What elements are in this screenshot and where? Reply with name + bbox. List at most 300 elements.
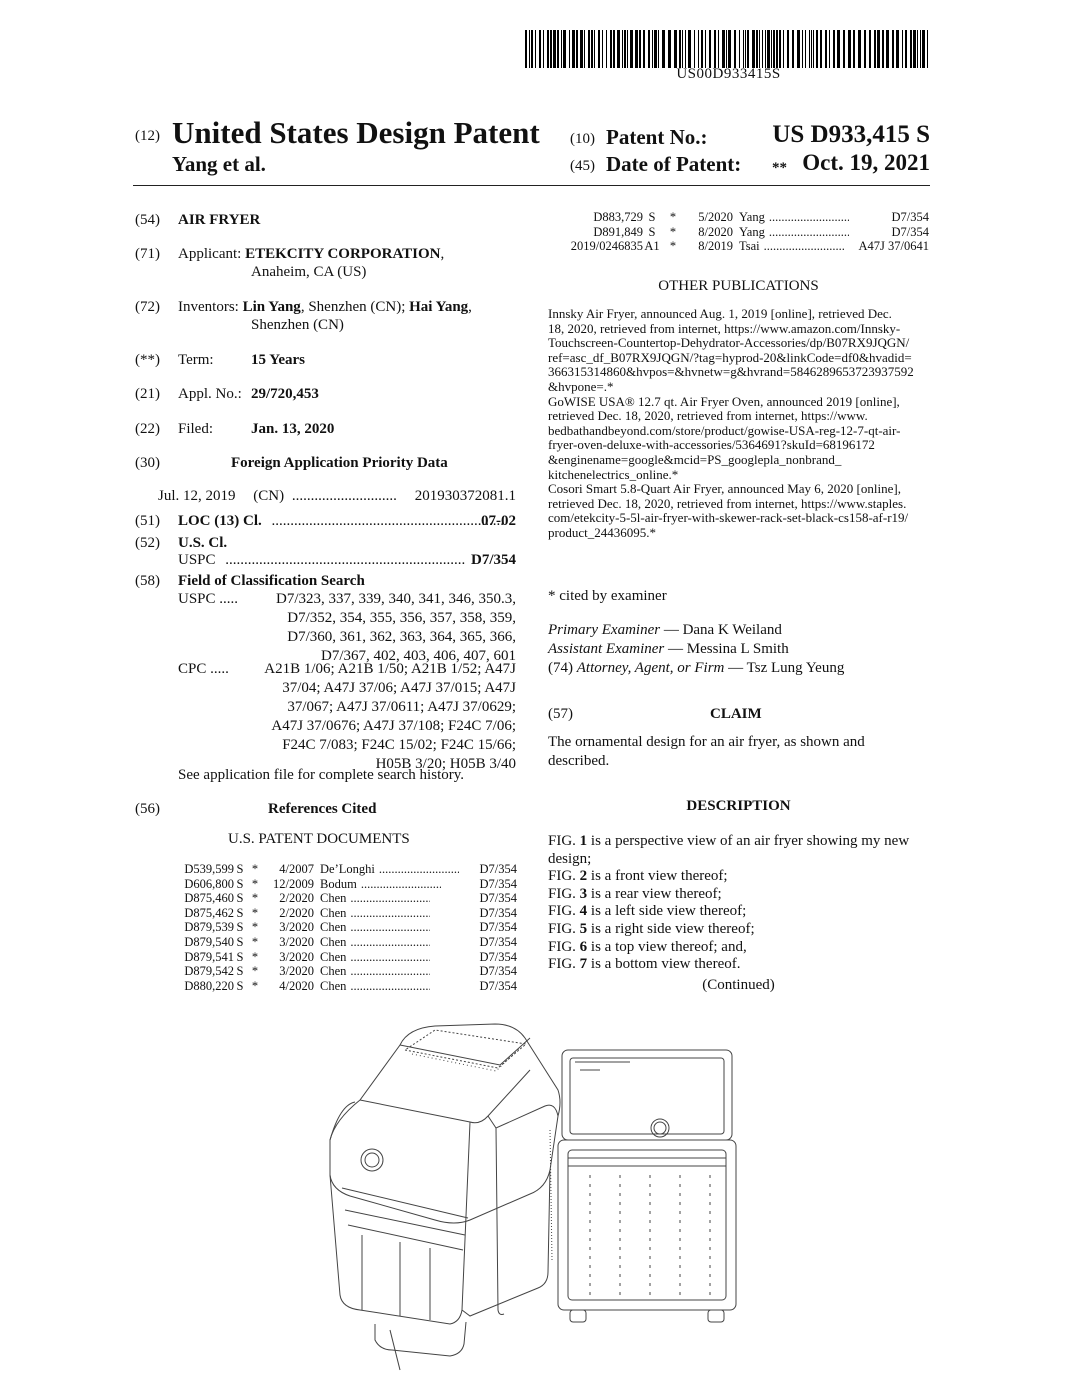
figure-description: is a front view thereof; [587, 868, 728, 885]
uspc-label: USPC [178, 591, 216, 607]
references-num: (56) [135, 801, 160, 817]
barcode-bar [917, 30, 918, 68]
ref-date: 8/2020 [698, 224, 733, 239]
figure-prefix: FIG. [548, 956, 580, 973]
barcode-bar [905, 30, 907, 68]
other-publications-heading: OTHER PUBLICATIONS [658, 278, 819, 294]
figure-prefix: FIG. [548, 903, 580, 920]
barcode-bar [771, 30, 772, 68]
inventors-line: Inventors: Lin Yang, Shenzhen (CN); Hai Yang, [178, 299, 472, 315]
barcode-bar [773, 30, 775, 68]
leader-dots [350, 906, 430, 921]
ref-name: Chen [320, 949, 347, 964]
leader-dots [764, 239, 844, 254]
reference-row [553, 239, 929, 254]
figure-prefix: FIG. [548, 885, 580, 902]
leader-dots [350, 935, 430, 950]
barcode-bar [643, 30, 645, 68]
claim-num: (57) [548, 706, 573, 722]
ref-star: * [251, 964, 259, 979]
barcode-bar [701, 30, 703, 68]
applicant-name: ETEKCITY CORPORATION [245, 246, 441, 262]
publication-line: 18, 2020, retrieved from internet, https://www.amazon.com/Innsky- [548, 321, 901, 336]
ref-date: 3/2020 [279, 920, 314, 935]
primary-examiner-line [548, 621, 782, 640]
barcode-bar [682, 30, 683, 68]
figure-number: 2 [579, 868, 588, 885]
cpc-label: CPC [178, 661, 207, 677]
figure-description: is a top view thereof; and, [587, 938, 747, 955]
ref-number: D879,540 [184, 934, 234, 949]
figure-prefix: FIG. [548, 868, 580, 885]
date-of-patent: Oct. 19, 2021 [802, 150, 930, 175]
figure-item [548, 832, 929, 850]
barcode-bar [685, 30, 686, 68]
barcode-bar [825, 30, 827, 68]
priority-heading: Foreign Application Priority Data [231, 455, 448, 471]
publication-line: 366315314860&hvpos=&hvnetw=g&hvrand=5846289653723937592 [548, 365, 914, 380]
barcode-bar [679, 30, 681, 68]
ref-name: De’Longhi [320, 862, 375, 876]
figure-description: design; [548, 850, 592, 867]
priority-row [158, 487, 516, 506]
priority-num: (30) [135, 455, 160, 471]
ref-class: D7/354 [479, 920, 517, 935]
barcode-bar [557, 30, 559, 68]
publication-line: com/etekcity-5-5l-air-fryer-with-skewer-rack-set-black-cs158-af-r19/ [548, 511, 909, 526]
publication-line: Cosori Smart 5.8-Quart Air Fryer, announced May 6, 2020 [online], [548, 482, 901, 497]
ref-class: D7/354 [479, 949, 517, 964]
barcode-bar [709, 30, 711, 68]
ref-name-cell [733, 225, 849, 240]
cpc-line: H05B 3/20; H05B 3/40 [375, 756, 516, 772]
ref-star: * [251, 920, 259, 935]
title-num: (54) [135, 212, 160, 228]
barcode-bar [802, 30, 803, 68]
barcode-bar [776, 30, 778, 68]
attorney-label: Attorney, Agent, or Firm [576, 660, 725, 676]
uspc-label-line: USPC ..... [178, 591, 239, 607]
references-table-continued [553, 210, 929, 254]
figure-prefix: FIG. [548, 833, 580, 849]
barcode-bar [853, 30, 855, 68]
ref-name-cell [314, 964, 471, 979]
ref-star: * [251, 862, 259, 876]
ref-date: 2/2020 [279, 891, 314, 906]
barcode-bar [525, 30, 527, 68]
doc-kind-title: United States Design Patent [172, 115, 540, 150]
figure-description: is a bottom view thereof. [587, 956, 741, 973]
uspc-line: D7/323, 337, 339, 340, 341, 346, 350.3, [276, 591, 516, 607]
barcode-bar [630, 30, 633, 68]
cpc-line: A21B 1/06; A21B 1/50; A21B 1/52; A47J [264, 661, 516, 677]
inventors-num: (72) [135, 299, 160, 315]
dash: — [728, 660, 744, 676]
primary-examiner: Dana K Weiland [682, 622, 782, 638]
ref-name: Chen [320, 920, 347, 935]
inventor-short: Yang et al. [172, 152, 266, 176]
ref-kind: S [236, 949, 244, 964]
publication-line: &enginename=google&mcid=PS_googlepla_nonbrand_ [548, 452, 842, 467]
barcode-bar [639, 30, 641, 68]
publications [548, 307, 929, 541]
barcode-bar [674, 30, 677, 68]
barcode-bar [610, 30, 612, 68]
ref-class: D7/354 [479, 934, 517, 949]
ref-number: D875,462 [184, 905, 234, 920]
publication-line: retrieved Dec. 18, 2020, retrieved from internet, https://www.staples. [548, 496, 907, 511]
reference-row [553, 225, 929, 240]
figure-number: 6 [579, 938, 588, 955]
figure-number: 1 [579, 833, 588, 849]
ref-name-cell [314, 935, 471, 950]
barcode-bar [598, 30, 600, 68]
filed-label: Filed: [178, 421, 214, 437]
figure-number: 5 [579, 920, 588, 937]
barcode-bar [864, 30, 866, 68]
ref-name-cell [314, 891, 471, 906]
figure-item [548, 920, 929, 938]
ref-name: Bodum [320, 876, 357, 891]
assistant-examiner-line [548, 640, 789, 659]
barcode-bar [584, 30, 585, 68]
appl-no-label: Appl. No.: [178, 386, 242, 402]
barcode-bar [767, 30, 770, 68]
leader-dots [350, 979, 430, 994]
claim-text [548, 733, 929, 771]
appl-no-num: (21) [135, 386, 160, 402]
us-cl-sub: USPC [178, 552, 216, 568]
barcode-bar [652, 30, 653, 68]
primary-examiner-label: Primary Examiner [548, 622, 661, 638]
publication [548, 395, 929, 483]
publication-line: ref=asc_df_B07RX9JQGN/?tag=hyprod-20&linkCode=df0&hvadid= [548, 350, 912, 365]
priority-number: 201930372081.1 [414, 488, 516, 504]
barcode-bar [922, 30, 925, 68]
barcode-bar [714, 30, 716, 68]
barcode-bar [547, 30, 549, 68]
filed-value: Jan. 13, 2020 [251, 421, 335, 437]
claim-heading: CLAIM [710, 706, 762, 722]
barcode-bar [722, 30, 725, 68]
assistant-examiner: Messina L Smith [686, 641, 789, 657]
invention-title: AIR FRYER [178, 212, 261, 228]
barcode-bar [553, 30, 556, 68]
cpc-line: A47J 37/0676; A47J 37/108; F24C 7/06; [271, 718, 516, 734]
field-search-num: (58) [135, 573, 160, 589]
term-value: 15 Years [251, 352, 306, 368]
patent-number: US D933,415 S [772, 121, 930, 148]
barcode-bar [543, 30, 544, 68]
barcode-bar [531, 30, 533, 68]
ref-date: 12/2009 [273, 876, 314, 891]
ref-date: 8/2019 [698, 239, 733, 254]
barcode-bar [694, 30, 695, 68]
publication-line: &hvpone=.* [548, 379, 614, 394]
fryer-front-view [558, 1050, 736, 1322]
ref-star: * [669, 210, 677, 224]
barcode-bar [594, 30, 595, 68]
ref-number: D891,849 [593, 224, 643, 239]
appl-no-value: 29/720,453 [251, 386, 319, 402]
ref-star: * [251, 949, 259, 964]
barcode-bar [805, 30, 806, 68]
leader-dots [379, 862, 459, 877]
barcode-bar [622, 30, 623, 68]
figure-description: is a perspective view of an air fryer showing my new [587, 833, 910, 849]
ref-kind: S [236, 891, 244, 906]
cpc-line: F24C 7/083; F24C 15/02; F24C 15/66; [282, 737, 516, 753]
barcode-bar [811, 30, 812, 68]
ref-name: Chen [320, 891, 347, 906]
reference-row [170, 950, 517, 965]
ref-star: * [251, 978, 259, 993]
barcode-bar [688, 30, 691, 68]
ref-number: D879,539 [184, 920, 234, 935]
priority-date: Jul. 12, 2019 [158, 488, 236, 504]
barcode-bar [668, 30, 671, 68]
barcode-bar [613, 30, 615, 68]
ref-class: D7/354 [479, 891, 517, 906]
publication-line: Innsky Air Fryer, announced Aug. 1, 2019 [online], retrieved Dec. [548, 307, 892, 321]
us-cl-row [178, 551, 516, 570]
us-cl-value: D7/354 [471, 552, 516, 568]
claim-line: described. [548, 753, 610, 769]
publication [548, 482, 929, 540]
ref-date: 5/2020 [698, 210, 733, 224]
filed-num: (22) [135, 421, 160, 437]
barcode-bar [843, 30, 845, 68]
us-cl-label: U.S. Cl. [178, 535, 228, 551]
ref-name-cell [314, 877, 471, 892]
barcode-bar [813, 30, 814, 68]
barcode-bar [809, 30, 810, 68]
barcode-bar [874, 30, 876, 68]
barcode-bar [739, 30, 740, 68]
reference-row [170, 862, 517, 877]
dash: — [663, 622, 679, 638]
barcode-bars [525, 30, 932, 68]
barcode-bar [792, 30, 794, 68]
barcode-bar [726, 30, 727, 68]
reference-row [170, 906, 517, 921]
ref-date: 3/2020 [279, 934, 314, 949]
publication-line: retrieved Dec. 18, 2020, retrieved from internet, https://www. [548, 409, 868, 424]
barcode-bar [858, 30, 861, 68]
barcode-bar [617, 30, 620, 68]
barcode-bar [658, 30, 659, 68]
publication [548, 307, 929, 395]
term-label: Term: [178, 352, 214, 368]
ref-name: Chen [320, 934, 347, 949]
applicant-location: Anaheim, CA (US) [251, 264, 367, 280]
barcode-bar [572, 30, 575, 68]
assistant-examiner-label: Assistant Examiner [548, 641, 665, 657]
reference-row [553, 210, 929, 225]
cpc-line: 37/067; A47J 37/0611; A47J 37/0629; [287, 699, 516, 715]
barcode-bar [576, 30, 578, 68]
air-fryer-drawing [300, 1010, 770, 1390]
description-heading: DESCRIPTION [686, 798, 791, 814]
ref-star: * [669, 239, 677, 254]
barcode-bar [765, 30, 766, 68]
leader-dots [769, 210, 849, 225]
ref-class: D7/354 [479, 964, 517, 979]
us-cl-num: (52) [135, 535, 160, 551]
date-label: Date of Patent: [606, 152, 742, 176]
ref-number: D879,542 [184, 964, 234, 979]
barcode-bar [602, 30, 603, 68]
figure-item [548, 955, 929, 973]
ref-name-cell [314, 950, 471, 965]
leader-dots [292, 487, 396, 506]
fryer-perspective [330, 1024, 560, 1370]
figure-item [548, 885, 929, 903]
barcode-bar [728, 30, 731, 68]
term-num: (**) [135, 352, 160, 368]
ref-number: D879,541 [184, 949, 234, 964]
loc-label: LOC (13) Cl. [178, 513, 262, 529]
cpc-line: 37/04; A47J 37/06; A47J 37/015; A47J [282, 680, 516, 696]
ref-name: Chen [320, 978, 347, 993]
figure-number: 4 [579, 903, 588, 920]
leader-dots [350, 891, 430, 906]
barcode-bar [743, 30, 744, 68]
barcode-bar [779, 30, 781, 68]
dash: — [668, 641, 683, 657]
leader-dots [350, 964, 430, 979]
leader-dots [272, 512, 504, 531]
leader-dots [361, 877, 441, 892]
figure-number: 3 [579, 885, 588, 902]
barcode-bar [892, 30, 894, 68]
barcode-bar [756, 30, 758, 68]
ref-date: 3/2020 [279, 949, 314, 964]
ref-name: Chen [320, 905, 347, 920]
barcode-bar [787, 30, 789, 68]
barcode-bar [762, 30, 763, 68]
publication-line: GoWISE USA® 12.7 qt. Air Fryer Oven, announced 2019 [online], [548, 394, 900, 409]
reference-row [170, 979, 517, 994]
ref-name: Yang [739, 224, 765, 239]
applicant-num: (71) [135, 246, 160, 262]
ref-star: * [669, 224, 677, 239]
barcode-bar [902, 30, 903, 68]
loc-num: (51) [135, 513, 160, 529]
loc-value: 07-02 [481, 513, 516, 529]
barcode-bar [848, 30, 851, 68]
ref-name: Yang [739, 210, 765, 224]
ref-name-cell [733, 239, 849, 254]
reference-row [170, 891, 517, 906]
barcode-bar [539, 30, 541, 68]
ref-class: D7/354 [479, 862, 517, 876]
figure-item [548, 850, 929, 868]
attorney: Tsz Lung Yeung [746, 660, 845, 676]
barcode-bar [752, 30, 755, 68]
figure-prefix: FIG. [548, 938, 580, 955]
reference-row [170, 935, 517, 950]
barcode-bar [698, 30, 699, 68]
ref-name: Chen [320, 964, 347, 979]
ref-name-cell [314, 920, 471, 935]
inventor-2: Hai Yang [409, 299, 469, 315]
barcode-bar [718, 30, 719, 68]
patent-no-label: Patent No.: [606, 125, 708, 149]
ref-star: * [251, 891, 259, 906]
ref-date: 3/2020 [279, 964, 314, 979]
ref-kind: S [236, 978, 244, 993]
ref-name-cell [314, 906, 471, 921]
ref-number: D606,800 [184, 876, 234, 891]
figure-item [548, 867, 929, 885]
attorney-num: (74) [548, 660, 573, 676]
references-heading: References Cited [268, 801, 377, 817]
reference-row [170, 877, 517, 892]
barcode-bar [920, 30, 921, 68]
ref-date: 2/2020 [279, 905, 314, 920]
ref-kind: A1 [644, 239, 660, 254]
ref-number: 2019/0246835 [570, 239, 643, 254]
ref-kind: S [236, 876, 244, 891]
barcode [525, 30, 932, 68]
barcode-bar [913, 30, 916, 68]
publication-line: fryer-oven-deluxe-with-accessories/5364691?skuId=68196172 [548, 438, 875, 453]
priority-country: (CN) [253, 488, 285, 504]
barcode-bar [877, 30, 880, 68]
barcode-bar [588, 30, 590, 68]
barcode-bar [759, 30, 760, 68]
ref-class: A47J 37/0641 [858, 239, 929, 254]
barcode-bar [896, 30, 899, 68]
publication-line: kitchenelectrics_online.* [548, 467, 679, 482]
uspc-line: D7/360, 361, 362, 363, 364, 365, 366, [287, 629, 516, 645]
ref-star: * [251, 934, 259, 949]
ref-class: D7/354 [891, 224, 929, 239]
barcode-bar [734, 30, 736, 68]
barcode-bar [927, 30, 928, 68]
ref-date: 4/2007 [279, 862, 314, 876]
figure-number: 7 [579, 956, 588, 973]
cpc-lines [240, 660, 516, 774]
claim-line: The ornamental design for an air fryer, as shown and [548, 734, 865, 750]
uspc-line: D7/352, 354, 355, 356, 357, 358, 359, [287, 610, 516, 626]
publication-line: bedbathandbeyond.com/store/product/gowise-USA-reg-12-7-qt-air- [548, 423, 901, 438]
leader-dots [350, 920, 430, 935]
barcode-bar [833, 30, 835, 68]
barcode-bar [561, 30, 562, 68]
barcode-bar [591, 30, 593, 68]
barcode-bar [635, 30, 638, 68]
loc-row [178, 512, 516, 531]
ref-kind: S [236, 862, 244, 876]
ref-class: D7/354 [479, 978, 517, 993]
cited-note: * cited by examiner [548, 588, 667, 604]
barcode-bar [569, 30, 570, 68]
date-number: (45) [570, 158, 595, 174]
inventor-2-location: Shenzhen (CN) [251, 317, 344, 333]
ref-class: D7/354 [479, 876, 517, 891]
barcode-bar [829, 30, 830, 68]
barcode-bar [654, 30, 657, 68]
attorney-line [548, 659, 844, 678]
ref-class: D7/354 [479, 905, 517, 920]
leader-dots [225, 551, 465, 570]
barcode-bar [563, 30, 566, 68]
references-subheading: U.S. PATENT DOCUMENTS [228, 831, 410, 847]
barcode-bar [747, 30, 749, 68]
barcode-bar [606, 30, 607, 68]
